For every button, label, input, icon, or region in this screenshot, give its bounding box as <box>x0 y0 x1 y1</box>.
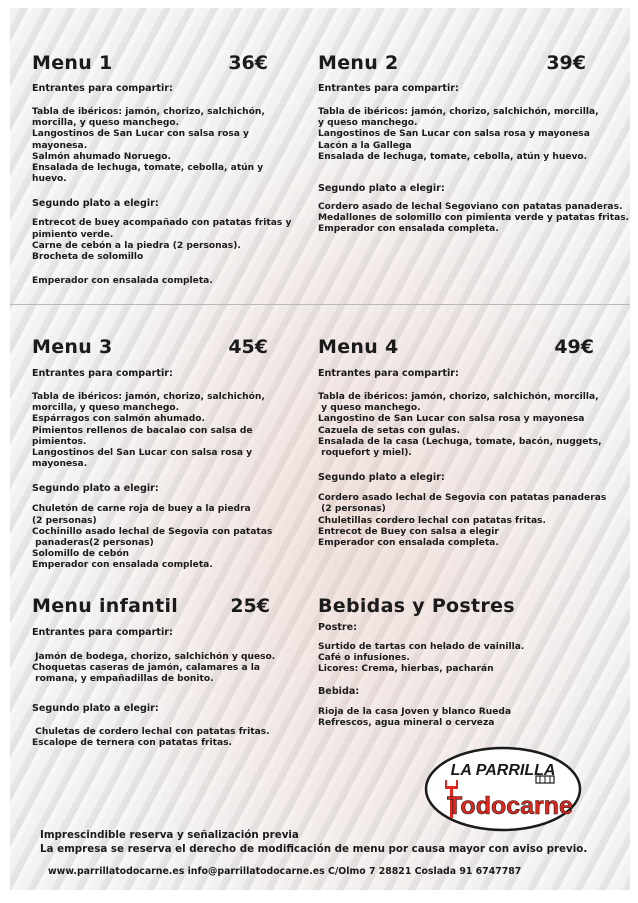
menu-2-price: 39€ <box>546 52 586 74</box>
section-divider <box>10 304 630 305</box>
menu-item-line: Entrecot de Buey con salsa a elegir <box>318 526 499 537</box>
menu-item-line: y queso manchego. <box>318 118 418 129</box>
logo-top-text: LA PARRILLA <box>450 762 556 779</box>
menu-infantil-price: 25€ <box>230 595 270 617</box>
menu-item-line: pimientos. <box>32 436 87 447</box>
menu-item-line: Tabla de ibéricos: jamón, chorizo, salchichón, <box>32 107 265 117</box>
menu-item-line: mayonesa. <box>32 140 88 151</box>
logo-main-text: Todocarne <box>447 792 573 820</box>
menu-item-line: Pimientos rellenos de bacalao con salsa de <box>32 425 253 436</box>
menu-3-mains <box>32 504 273 571</box>
menu-item-line: Carne de cebón a la piedra (2 personas). <box>32 240 241 251</box>
menu-item-line: Ensalada de lechuga, tomate, cebolla, atún y <box>32 163 264 174</box>
menu-infantil-starters-label: Entrantes para compartir: <box>32 627 173 638</box>
menu-4-starters <box>318 392 602 459</box>
drinks-block <box>318 595 588 729</box>
menu-infantil-starters <box>32 652 276 686</box>
la-parrilla-logo <box>424 746 582 832</box>
menu-item-line: Café o infusiones. <box>318 653 410 664</box>
footer-contact: www.parrillatodocarne.es info@parrillatodocarne.es C/Olmo 7 28821 Coslada 91 6747787 <box>48 866 522 877</box>
menu-4-mains-label: Segundo plato a elegir: <box>318 472 445 484</box>
menu-item-line: panaderas(2 personas) <box>32 538 154 549</box>
menu-item-line: Chuletas de cordero lechal con patatas fritas. <box>32 726 270 737</box>
menu-item-line: Langostinos del San Lucar con salsa rosa y <box>32 448 253 459</box>
menu-item-line: Espárragos con salmón ahumado. <box>32 414 205 425</box>
menu-item-line: morcilla, y queso manchego. <box>32 403 180 414</box>
menu-4-mains <box>318 493 607 549</box>
menu-item-line: Tabla de ibéricos: jamón, chorizo, salchichón, morcilla, <box>318 392 599 402</box>
menu-3-starters-label: Entrantes para compartir: <box>32 368 173 379</box>
menu-3-block <box>32 336 273 572</box>
menu-item-line: Langostinos de San Lucar con salsa rosa y mayonesa <box>318 129 590 140</box>
menu-item-line: (2 personas) <box>318 504 386 515</box>
menu-4-starters-label: Entrantes para compartir: <box>318 368 459 379</box>
menu-3-header <box>32 336 268 358</box>
menu-2-mains <box>318 202 630 236</box>
menu-item-line: Lacón a la Gallega <box>318 140 412 151</box>
footer-disclaimer: La empresa se reserva el derecho de modificación de menu por causa mayor con aviso previo. <box>40 843 588 855</box>
menu-item-line: Escalope de ternera con patatas fritas. <box>32 737 233 748</box>
bebida-label: Bebida: <box>318 685 360 697</box>
menu-item-line: roquefort y miel). <box>318 448 412 459</box>
menu-infantil-mains-label: Segundo plato a elegir: <box>32 702 159 714</box>
menu-item-line: morcilla, y queso manchego. <box>32 118 180 129</box>
menu-item-line: Refrescos, agua mineral o cerveza <box>318 717 495 728</box>
menu-item-line: Emperador con ensalada completa. <box>318 538 499 549</box>
menu-item-line: Cordero asado lechal de Segovia con patatas panaderas <box>318 493 607 504</box>
menu-3-price: 45€ <box>228 336 268 358</box>
postre-label: Postre: <box>318 622 357 633</box>
menu-1-starters-label: Entrantes para compartir: <box>32 83 173 94</box>
menu-1-extra: Emperador con ensalada completa. <box>32 276 213 287</box>
menu-item-line: Ensalada de la casa (Lechuga, tomate, bacón, nuggets, <box>318 436 602 447</box>
footer-reservation: Imprescindible reserva y señalización previa <box>40 829 299 841</box>
menu-item-line: Tabla de ibéricos: jamón, chorizo, salchichón, morcilla, <box>318 107 599 117</box>
menu-1-price: 36€ <box>228 52 268 74</box>
menu-2-title: Menu 2 <box>318 52 399 74</box>
menu-1-header <box>32 52 268 74</box>
bebida-list <box>318 707 588 729</box>
menu-1-starters <box>32 107 268 185</box>
menu-2-starters-label: Entrantes para compartir: <box>318 83 459 94</box>
menu-item-line: Licores: Crema, hierbas, pacharán <box>318 664 494 675</box>
menu-2-starters <box>318 107 599 163</box>
menu-4-price: 49€ <box>554 336 594 358</box>
menu-2-mains-label: Segundo plato a elegir: <box>318 183 445 195</box>
menu-2-block <box>318 52 630 236</box>
menu-item-line: Choquetas caseras de jamón, calamares a la <box>32 663 261 674</box>
menu-item-line: Brocheta de solomillo <box>32 252 144 263</box>
menu-item-line: Entrecot de buey acompañado con patatas fritas y <box>32 218 292 229</box>
menu-item-line: Chuletón de carne roja de buey a la piedra <box>32 504 251 515</box>
menu-item-line: Langostinos de San Lucar con salsa rosa y <box>32 129 249 140</box>
menu-1-mains-label: Segundo plato a elegir: <box>32 198 159 210</box>
menu-item-line: Langostino de San Lucar con salsa rosa y mayonesa <box>318 414 585 425</box>
menu-1-mains <box>32 218 292 263</box>
menu-item-line: Chuletillas cordero lechal con patatas fritas. <box>318 515 546 526</box>
menu-2-header <box>318 52 586 74</box>
menu-item-line: Surtido de tartas con helado de vainilla. <box>318 642 525 652</box>
menu-item-line: y queso manchego. <box>318 403 421 414</box>
menu-item-line: Tabla de ibéricos: jamón, chorizo, salchichón, <box>32 392 265 402</box>
menu-item-line: huevo. <box>32 174 67 185</box>
menu-item-line: Cordero asado de lechal Segoviano con patatas panaderas. <box>318 202 623 213</box>
menu-item-line: Cazuela de setas con gulas. <box>318 425 461 436</box>
menu-item-line: Medallones de solomillo con pimienta verde y patatas fritas. <box>318 213 630 224</box>
menu-item-line: Cochinillo asado lechal de Segovia con patatas <box>32 526 273 537</box>
menu-infantil-block <box>32 595 276 749</box>
menu-infantil-title: Menu infantil <box>32 595 179 617</box>
menu-item-line: Emperador con ensalada completa. <box>32 560 213 571</box>
menu-3-title: Menu 3 <box>32 336 113 358</box>
menu-item-line: (2 personas) <box>32 515 97 526</box>
menu-3-mains-label: Segundo plato a elegir: <box>32 483 159 495</box>
menu-item-line: romana, y empañadillas de bonito. <box>32 674 214 685</box>
menu-4-header <box>318 336 594 358</box>
menu-item-line: Salmón ahumado Noruego. <box>32 151 171 162</box>
menu-4-title: Menu 4 <box>318 336 399 358</box>
postre-list <box>318 642 588 676</box>
menu-item-line: Solomillo de cebón <box>32 549 130 560</box>
menu-1-block <box>32 52 292 287</box>
menu-item-line: mayonesa. <box>32 459 88 470</box>
menu-4-block <box>318 336 607 549</box>
drinks-title: Bebidas y Postres <box>318 595 515 617</box>
menu-item-line: Rioja de la casa Joven y blanco Rueda <box>318 706 512 717</box>
menu-item-line: Emperador con ensalada completa. <box>318 224 499 235</box>
menu-item-line: Jamón de bodega, chorizo, salchichón y queso. <box>32 652 276 662</box>
menu-1-title: Menu 1 <box>32 52 113 74</box>
menu-3-starters <box>32 392 268 470</box>
menu-infantil-mains <box>32 727 270 749</box>
menu-item-line: Ensalada de lechuga, tomate, cebolla, atún y huevo. <box>318 151 588 162</box>
menu-item-line: pimiento verde. <box>32 229 114 240</box>
logo-graphic <box>424 746 582 832</box>
menu-infantil-header <box>32 595 270 617</box>
